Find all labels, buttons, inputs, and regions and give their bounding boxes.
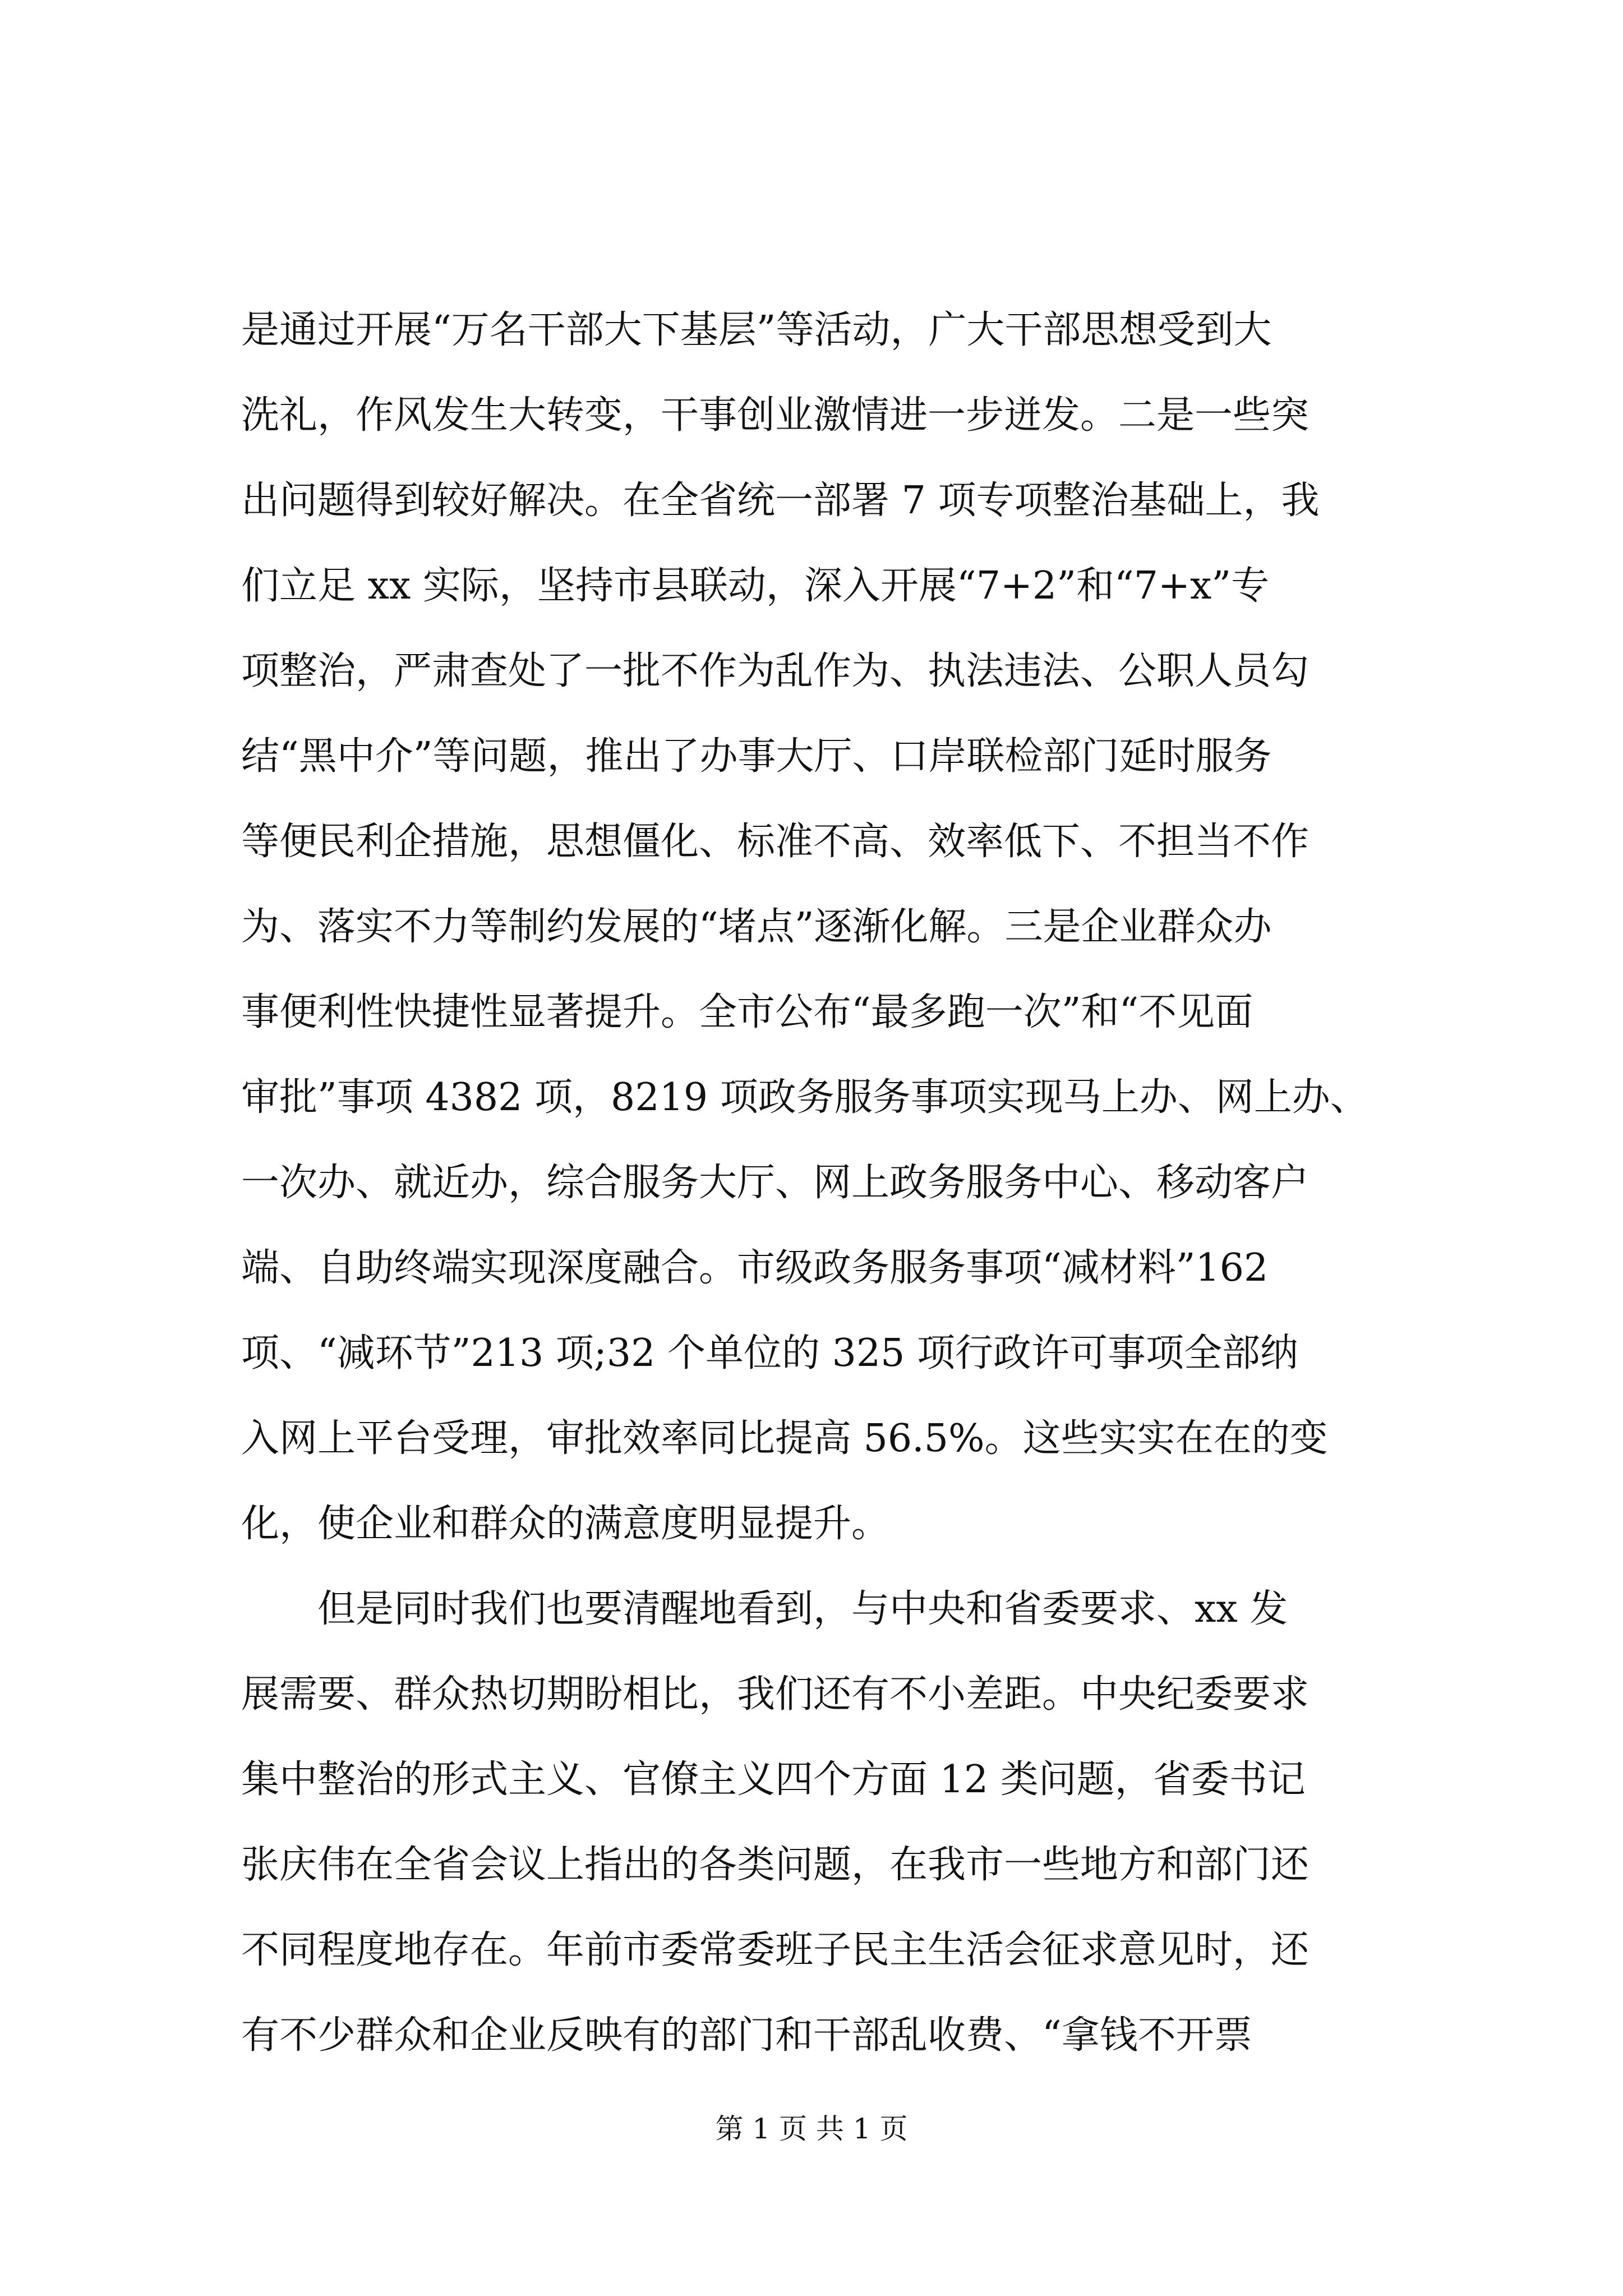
- text-line: 项、“减环节”213 项;32 个单位的 325 项行政许可事项全部纳: [241, 1331, 1299, 1375]
- text-line: 一次办、就近办，综合服务大厅、网上政务服务中心、移动客户: [241, 1161, 1310, 1205]
- page-number-footer: 第 1 页 共 1 页: [715, 2113, 908, 2145]
- text-line: 项整治，严肃查处了一批不作为乱作为、执法违法、公职人员勾: [241, 649, 1310, 693]
- text-line: 有不少群众和企业反映有的部门和干部乱收费、“拿钱不开票: [241, 2013, 1252, 2058]
- text-line: 等便民利企措施，思想僵化、标准不高、效率低下、不担当不作: [241, 820, 1310, 864]
- text-line: 审批”事项 4382 项，8219 项政务服务事项实现马上办、网上办、: [241, 1075, 1368, 1120]
- text-line: 出问题得到较好解决。在全省统一部署 7 项专项整治基础上，我: [241, 478, 1320, 523]
- text-line: 们立足 xx 实际，坚持市县联动，深入开展“7+2”和“7+x”专: [241, 564, 1270, 608]
- text-line: 入网上平台受理，审批效率同比提高 56.5%。这些实实在在的变: [241, 1416, 1328, 1461]
- text-line: 事便利性快捷性显著提升。全市公布“最多跑一次”和“不见面: [241, 990, 1253, 1034]
- text-line: 为、落实不力等制约发展的“堵点”逐渐化解。三是企业群众办: [241, 905, 1272, 949]
- text-line: 不同程度地存在。年前市委常委班子民主生活会征求意见时，还: [241, 1928, 1310, 1972]
- paragraph-first-line: 但是同时我们也要清醒地看到，与中央和省委要求、xx 发: [317, 1587, 1288, 1631]
- text-line: 结“黑中介”等问题，推出了办事大厅、口岸联检部门延时服务: [241, 734, 1272, 779]
- text-line: 端、自助终端实现深度融合。市级政务服务事项“减材料”162: [241, 1246, 1269, 1290]
- text-line: 张庆伟在全省会议上指出的各类问题，在我市一些地方和部门还: [241, 1843, 1310, 1887]
- text-line: 集中整治的形式主义、官僚主义四个方面 12 类问题，省委书记: [241, 1757, 1306, 1802]
- text-line: 展需要、群众热切期盼相比，我们还有不小差距。中央纪委要求: [241, 1672, 1310, 1717]
- text-line: 是通过开展“万名干部大下基层”等活动，广大干部思想受到大: [241, 308, 1272, 352]
- text-line: 洗礼，作风发生大转变，干事创业激情进一步迸发。二是一些突: [241, 393, 1310, 438]
- text-line: 化，使企业和群众的满意度明显提升。: [241, 1502, 890, 1546]
